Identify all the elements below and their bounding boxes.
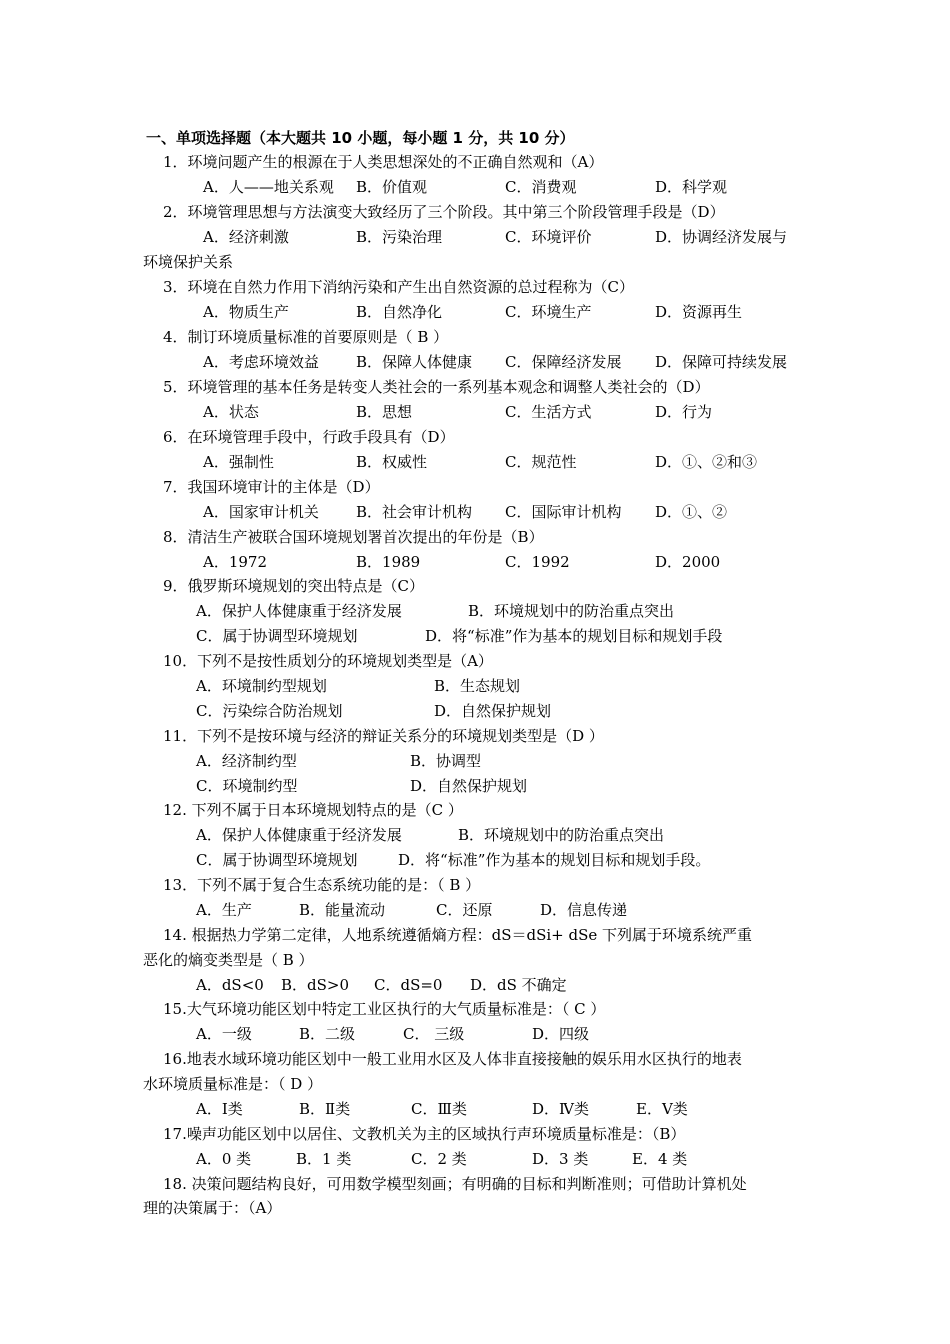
q15-option-a: A．一级 [196, 1025, 252, 1043]
q12-option-d: D．将“标准”作为基本的规划目标和规划手段。 [398, 851, 711, 869]
q3-option-d: D．资源再生 [655, 303, 743, 321]
question-15-stem: 15.大气环境功能区划中特定工业区执行的大气质量标准是：（ C ） [163, 1000, 606, 1018]
q3-option-a: A．物质生产 [203, 303, 289, 321]
q1-option-b: B．价值观 [356, 178, 428, 196]
question-8-stem: 8．清洁生产被联合国环境规划署首次提出的年份是（B） [163, 528, 544, 546]
question-16-stem: 16.地表水域环境功能区划中一般工业用水区及人体非直接接触的娱乐用水区执行的地表 [163, 1050, 742, 1068]
q11-option-a: A．经济制约型 [196, 752, 297, 770]
q17-option-b: B．1 类 [296, 1150, 352, 1168]
q6-option-d: D．①、②和③ [655, 453, 758, 471]
question-2-stem: 2．环境管理思想与方法演变大致经历了三个阶段。其中第三个阶段管理手段是（D） [163, 203, 725, 221]
q3-option-c: C．环境生产 [505, 303, 592, 321]
q16-option-d: D．Ⅳ类 [532, 1100, 590, 1118]
question-10-stem: 10．下列不是按性质划分的环境规划类型是（A） [163, 652, 493, 670]
q13-option-b: B．能量流动 [299, 901, 386, 919]
question-12-stem: 12. 下列不属于日本环境规划特点的是（C ） [163, 801, 463, 819]
q1-option-d: D．科学观 [655, 178, 728, 196]
q10-option-b: B．生态规划 [434, 677, 521, 695]
q8-option-a: A．1972 [203, 553, 268, 571]
question-4-stem: 4．制订环境质量标准的首要原则是（ B ） [163, 328, 449, 346]
q8-option-c: C．1992 [505, 553, 570, 571]
q15-option-b: B．二级 [299, 1025, 356, 1043]
q13-option-c: C．还原 [436, 901, 493, 919]
question-9-stem: 9．俄罗斯环境规划的突出特点是（C） [163, 577, 425, 595]
q15-option-d: D．四级 [532, 1025, 590, 1043]
q17-option-a: A．0 类 [196, 1150, 252, 1168]
q4-option-d: D．保障可持续发展 [655, 353, 788, 371]
q9-option-b: B．环境规划中的防治重点突出 [468, 602, 675, 620]
q11-option-d: D．自然保护规划 [410, 777, 528, 795]
question-7-stem: 7．我国环境审计的主体是（D） [163, 478, 380, 496]
q7-option-a: A．国家审计机关 [203, 503, 319, 521]
q5-option-a: A．状态 [203, 403, 259, 421]
q16-option-c: C．Ⅲ类 [411, 1100, 467, 1118]
question-3-stem: 3．环境在自然力作用下消纳污染和产生出自然资源的总过程称为（C） [163, 278, 635, 296]
q14-option-a: A．dS<0 [196, 976, 264, 994]
q6-option-c: C．规范性 [505, 453, 577, 471]
q16-option-a: A．Ⅰ类 [196, 1100, 243, 1118]
q3-option-b: B．自然净化 [356, 303, 443, 321]
q4-option-c: C．保障经济发展 [505, 353, 622, 371]
q5-option-b: B．思想 [356, 403, 413, 421]
q1-option-c: C．消费观 [505, 178, 577, 196]
q5-option-c: C．生活方式 [505, 403, 592, 421]
q6-option-b: B．权威性 [356, 453, 428, 471]
q10-option-d: D．自然保护规划 [434, 702, 552, 720]
q1-option-a: A．人——地关系观 [203, 178, 334, 196]
q17-option-e: E．4 类 [632, 1150, 688, 1168]
q15-option-c: C． 三级 [403, 1025, 465, 1043]
q13-option-a: A．生产 [196, 901, 252, 919]
question-11-stem: 11．下列不是按环境与经济的辩证关系分的环境规划类型是（D ） [163, 727, 604, 745]
q2-option-b: B．污染治理 [356, 228, 443, 246]
q16-option-e: E．Ⅴ类 [636, 1100, 688, 1118]
q14-option-d: D．dS 不确定 [470, 976, 567, 994]
question-1-stem: 1．环境问题产生的根源在于人类思想深处的不正确自然观和（A） [163, 153, 604, 171]
q10-option-c: C．污染综合防治规划 [196, 702, 343, 720]
q12-option-b: B．环境规划中的防治重点突出 [458, 826, 665, 844]
question-18-continuation: 理的决策属于：（A） [143, 1199, 282, 1217]
q2-option-d: D．协调经济发展与 [655, 228, 788, 246]
question-14-stem: 14. 根据热力学第二定律，人地系统遵循熵方程：dS＝dSi+ dSe 下列属于环境系统严重 [163, 926, 753, 944]
q9-option-c: C．属于协调型环境规划 [196, 627, 358, 645]
q6-option-a: A．强制性 [203, 453, 274, 471]
q11-option-b: B．协调型 [410, 752, 482, 770]
section-heading: 一、单项选择题（本大题共 10 小题，每小题 1 分，共 10 分） [146, 129, 575, 147]
q4-option-b: B．保障人体健康 [356, 353, 473, 371]
q13-option-d: D．信息传递 [540, 901, 628, 919]
q7-option-c: C．国际审计机构 [505, 503, 622, 521]
q12-option-c: C．属于协调型环境规划 [196, 851, 358, 869]
q9-option-d: D．将“标准”作为基本的规划目标和规划手段 [425, 627, 723, 645]
q17-option-c: C．2 类 [411, 1150, 467, 1168]
question-13-stem: 13．下列不属于复合生态系统功能的是：（ B ） [163, 876, 481, 894]
q7-option-d: D．①、② [655, 503, 728, 521]
q11-option-c: C．环境制约型 [196, 777, 298, 795]
question-14-continuation: 恶化的熵变类型是（ B ） [143, 951, 314, 969]
q16-option-b: B．Ⅱ类 [299, 1100, 351, 1118]
question-6-stem: 6．在环境管理手段中，行政手段具有（D） [163, 428, 455, 446]
q5-option-d: D．行为 [655, 403, 713, 421]
q8-option-b: B．1989 [356, 553, 421, 571]
q9-option-a: A．保护人体健康重于经济发展 [196, 602, 402, 620]
q17-option-d: D．3 类 [532, 1150, 589, 1168]
q14-option-c: C．dS=0 [374, 976, 443, 994]
question-5-stem: 5．环境管理的基本任务是转变人类社会的一系列基本观念和调整人类社会的（D） [163, 378, 710, 396]
q2-option-c: C．环境评价 [505, 228, 592, 246]
question-16-continuation: 水环境质量标准是：（ D ） [143, 1075, 323, 1093]
q8-option-d: D．2000 [655, 553, 721, 571]
question-18-stem: 18. 决策问题结构良好，可用数学模型刻画；有明确的目标和判断准则；可借助计算机处 [163, 1175, 747, 1193]
q7-option-b: B．社会审计机构 [356, 503, 473, 521]
question-2-continuation: 环境保护关系 [143, 253, 234, 271]
question-17-stem: 17.噪声功能区划中以居住、文教机关为主的区域执行声环境质量标准是：（B） [163, 1125, 686, 1143]
q2-option-a: A．经济刺激 [203, 228, 289, 246]
q12-option-a: A．保护人体健康重于经济发展 [196, 826, 402, 844]
q10-option-a: A．环境制约型规划 [196, 677, 327, 695]
q4-option-a: A．考虑环境效益 [203, 353, 319, 371]
q14-option-b: B．dS>0 [281, 976, 350, 994]
